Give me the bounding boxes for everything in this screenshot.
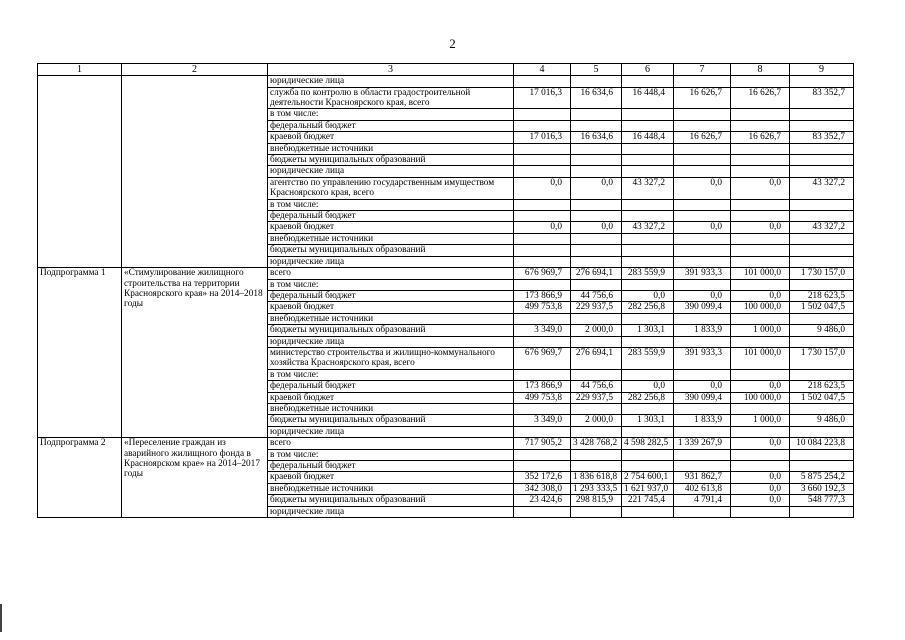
amount-cell: 1 836 618,8: [571, 472, 622, 483]
amount-cell: [731, 369, 790, 380]
amount-cell: [571, 369, 622, 380]
amount-cell: 1 833,9: [674, 325, 731, 336]
amount-cell: [731, 426, 790, 437]
amount-cell: [674, 245, 731, 256]
header-cell: 9: [790, 64, 854, 76]
amount-cell: 1 621 937,0: [622, 483, 674, 494]
funding-source-label: в том числе:: [268, 449, 514, 460]
amount-cell: [674, 199, 731, 210]
page-number: 2: [449, 36, 456, 51]
amount-cell: [571, 403, 622, 414]
funding-source-label: внебюджетные источники: [268, 403, 514, 414]
amount-cell: 0,0: [674, 290, 731, 301]
amount-cell: [790, 313, 854, 324]
amount-cell: 17 016,3: [514, 87, 571, 109]
amount-cell: [571, 211, 622, 222]
header-row: [38, 64, 854, 76]
amount-cell: [790, 369, 854, 380]
amount-cell: 16 448,4: [622, 87, 674, 109]
amount-cell: 0,0: [674, 222, 731, 233]
amount-cell: 499 753,8: [514, 302, 571, 313]
subprogram-code: [38, 76, 122, 268]
amount-cell: [571, 76, 622, 87]
amount-cell: 16 626,7: [731, 132, 790, 143]
amount-cell: 0,0: [674, 177, 731, 199]
funding-source-label: бюджеты муниципальных образований: [268, 415, 514, 426]
amount-cell: 2 000,0: [571, 415, 622, 426]
amount-cell: 1 833,9: [674, 415, 731, 426]
amount-cell: [674, 426, 731, 437]
amount-cell: 16 634,6: [571, 87, 622, 109]
amount-cell: [571, 279, 622, 290]
amount-cell: 1 502 047,5: [790, 302, 854, 313]
amount-cell: 44 756,6: [571, 381, 622, 392]
amount-cell: 391 933,3: [674, 347, 731, 369]
funding-source-label: бюджеты муниципальных образований: [268, 245, 514, 256]
amount-cell: 1 730 157,0: [790, 347, 854, 369]
header-cell: 4: [514, 64, 571, 76]
amount-cell: [731, 109, 790, 120]
amount-cell: [790, 449, 854, 460]
amount-cell: 931 862,7: [674, 472, 731, 483]
amount-cell: 0,0: [731, 177, 790, 199]
amount-cell: [571, 449, 622, 460]
amount-cell: 3 349,0: [514, 415, 571, 426]
amount-cell: [571, 256, 622, 267]
header-cell: 1: [38, 64, 122, 76]
amount-cell: 676 969,7: [514, 268, 571, 279]
amount-cell: 16 626,7: [731, 87, 790, 109]
funding-source-label: агентство по управлению государственным имуществом Красноярского края, всего: [268, 177, 514, 199]
amount-cell: [622, 109, 674, 120]
amount-cell: [514, 211, 571, 222]
amount-cell: 0,0: [731, 495, 790, 506]
subprogram-title: «Стимулирование жилищного строительства на территории Красноярского края» на 2014–2018 годы: [122, 268, 268, 438]
amount-cell: [790, 120, 854, 131]
amount-cell: [731, 449, 790, 460]
amount-cell: 9 486,0: [790, 415, 854, 426]
funding-source-label: министерство строительства и жилищно-коммунального хозяйства Красноярского края, всего: [268, 347, 514, 369]
funding-source-label: в том числе:: [268, 199, 514, 210]
funding-source-label: краевой бюджет: [268, 222, 514, 233]
amount-cell: 0,0: [514, 222, 571, 233]
amount-cell: [571, 120, 622, 131]
amount-cell: [514, 279, 571, 290]
amount-cell: 0,0: [514, 177, 571, 199]
subprogram-code: Подпрограмма 2: [38, 438, 122, 518]
header-cell: 7: [674, 64, 731, 76]
amount-cell: [790, 166, 854, 177]
funding-source-label: всего: [268, 268, 514, 279]
amount-cell: 282 256,8: [622, 302, 674, 313]
amount-cell: [514, 199, 571, 210]
amount-cell: 100 000,0: [731, 302, 790, 313]
amount-cell: 390 099,4: [674, 302, 731, 313]
amount-cell: [731, 143, 790, 154]
amount-cell: [514, 143, 571, 154]
amount-cell: [571, 506, 622, 517]
amount-cell: [731, 155, 790, 166]
amount-cell: [674, 313, 731, 324]
amount-cell: [731, 279, 790, 290]
funding-source-label: федеральный бюджет: [268, 461, 514, 472]
funding-source-label: юридические лица: [268, 336, 514, 347]
amount-cell: [731, 166, 790, 177]
amount-cell: [790, 76, 854, 87]
amount-cell: [790, 403, 854, 414]
amount-cell: 717 905,2: [514, 438, 571, 449]
amount-cell: [514, 76, 571, 87]
amount-cell: 4 598 282,5: [622, 438, 674, 449]
amount-cell: [571, 313, 622, 324]
funding-source-label: юридические лица: [268, 506, 514, 517]
amount-cell: 17 016,3: [514, 132, 571, 143]
amount-cell: [674, 155, 731, 166]
amount-cell: [514, 336, 571, 347]
amount-cell: 43 327,2: [790, 222, 854, 233]
amount-cell: 391 933,3: [674, 268, 731, 279]
subprogram-title: «Переселение граждан из аварийного жилищного фонда в Красноярском крае» на 2014–2017 годы: [122, 438, 268, 518]
amount-cell: [731, 245, 790, 256]
amount-cell: 0,0: [622, 381, 674, 392]
amount-cell: [571, 245, 622, 256]
amount-cell: 352 172,6: [514, 472, 571, 483]
amount-cell: [571, 233, 622, 244]
amount-cell: [622, 245, 674, 256]
amount-cell: 1 000,0: [731, 325, 790, 336]
amount-cell: [514, 233, 571, 244]
amount-cell: 100 000,0: [731, 392, 790, 403]
amount-cell: [674, 256, 731, 267]
amount-cell: 3 660 192,3: [790, 483, 854, 494]
amount-cell: 3 349,0: [514, 325, 571, 336]
amount-cell: [514, 449, 571, 460]
amount-cell: 173 866,9: [514, 381, 571, 392]
amount-cell: [674, 76, 731, 87]
amount-cell: 16 634,6: [571, 132, 622, 143]
amount-cell: [622, 369, 674, 380]
amount-cell: [674, 109, 731, 120]
amount-cell: 1 303,1: [622, 415, 674, 426]
amount-cell: 3 428 768,2: [571, 438, 622, 449]
amount-cell: [514, 461, 571, 472]
amount-cell: 218 623,5: [790, 290, 854, 301]
funding-source-label: федеральный бюджет: [268, 211, 514, 222]
funding-source-label: служба по контролю в области градостроительной деятельности Красноярского края, всего: [268, 87, 514, 109]
amount-cell: [790, 143, 854, 154]
amount-cell: 548 777,3: [790, 495, 854, 506]
amount-cell: 0,0: [674, 381, 731, 392]
amount-cell: 173 866,9: [514, 290, 571, 301]
amount-cell: 5 875 254,2: [790, 472, 854, 483]
amount-cell: 4 791,4: [674, 495, 731, 506]
amount-cell: [514, 155, 571, 166]
amount-cell: [790, 211, 854, 222]
amount-cell: [622, 426, 674, 437]
amount-cell: [514, 313, 571, 324]
amount-cell: [514, 369, 571, 380]
amount-cell: 1 339 267,9: [674, 438, 731, 449]
amount-cell: 1 502 047,5: [790, 392, 854, 403]
header-cell: 2: [122, 64, 268, 76]
amount-cell: [622, 233, 674, 244]
funding-source-label: федеральный бюджет: [268, 381, 514, 392]
amount-cell: [674, 143, 731, 154]
funding-source-label: краевой бюджет: [268, 132, 514, 143]
amount-cell: [622, 143, 674, 154]
amount-cell: [731, 76, 790, 87]
amount-cell: 43 327,2: [790, 177, 854, 199]
header-cell: 5: [571, 64, 622, 76]
amount-cell: [790, 336, 854, 347]
amount-cell: 276 694,1: [571, 268, 622, 279]
amount-cell: 229 937,5: [571, 302, 622, 313]
amount-cell: [674, 336, 731, 347]
amount-cell: [622, 211, 674, 222]
amount-cell: [622, 506, 674, 517]
amount-cell: [731, 313, 790, 324]
amount-cell: [674, 369, 731, 380]
amount-cell: 9 486,0: [790, 325, 854, 336]
amount-cell: [571, 143, 622, 154]
amount-cell: [571, 155, 622, 166]
funding-source-label: внебюджетные источники: [268, 233, 514, 244]
funding-source-label: краевой бюджет: [268, 302, 514, 313]
amount-cell: [514, 506, 571, 517]
amount-cell: [790, 155, 854, 166]
amount-cell: [731, 403, 790, 414]
amount-cell: 1 303,1: [622, 325, 674, 336]
amount-cell: [790, 426, 854, 437]
amount-cell: [790, 199, 854, 210]
amount-cell: [731, 211, 790, 222]
amount-cell: 16 626,7: [674, 132, 731, 143]
amount-cell: 83 352,7: [790, 87, 854, 109]
amount-cell: 83 352,7: [790, 132, 854, 143]
amount-cell: 16 448,4: [622, 132, 674, 143]
header-cell: 3: [268, 64, 514, 76]
funding-source-label: в том числе:: [268, 369, 514, 380]
funding-source-label: бюджеты муниципальных образований: [268, 495, 514, 506]
amount-cell: [790, 256, 854, 267]
table-row: [38, 76, 854, 87]
amount-cell: [622, 449, 674, 460]
amount-cell: 44 756,6: [571, 290, 622, 301]
amount-cell: 101 000,0: [731, 268, 790, 279]
amount-cell: [622, 336, 674, 347]
amount-cell: [674, 166, 731, 177]
amount-cell: [731, 336, 790, 347]
amount-cell: [622, 313, 674, 324]
amount-cell: 342 308,0: [514, 483, 571, 494]
amount-cell: [674, 233, 731, 244]
amount-cell: 276 694,1: [571, 347, 622, 369]
amount-cell: [514, 256, 571, 267]
amount-cell: [674, 403, 731, 414]
amount-cell: 390 099,4: [674, 392, 731, 403]
amount-cell: 218 623,5: [790, 381, 854, 392]
amount-cell: 43 327,2: [622, 177, 674, 199]
funding-source-label: юридические лица: [268, 256, 514, 267]
amount-cell: [731, 506, 790, 517]
funding-source-label: краевой бюджет: [268, 472, 514, 483]
amount-cell: 221 745,4: [622, 495, 674, 506]
amount-cell: [514, 166, 571, 177]
funding-source-label: в том числе:: [268, 109, 514, 120]
amount-cell: [790, 279, 854, 290]
funding-source-label: краевой бюджет: [268, 392, 514, 403]
table-row: [38, 268, 854, 279]
amount-cell: 283 559,9: [622, 268, 674, 279]
header-cell: 8: [731, 64, 790, 76]
amount-cell: [571, 166, 622, 177]
funding-source-label: бюджеты муниципальных образований: [268, 325, 514, 336]
amount-cell: 282 256,8: [622, 392, 674, 403]
amount-cell: [514, 426, 571, 437]
amount-cell: [731, 256, 790, 267]
funding-source-label: федеральный бюджет: [268, 120, 514, 131]
budget-table: [37, 63, 854, 518]
amount-cell: [731, 461, 790, 472]
amount-cell: [622, 279, 674, 290]
amount-cell: [790, 109, 854, 120]
amount-cell: 0,0: [571, 222, 622, 233]
amount-cell: 0,0: [622, 290, 674, 301]
amount-cell: [731, 199, 790, 210]
funding-source-label: внебюджетные источники: [268, 313, 514, 324]
amount-cell: [571, 461, 622, 472]
amount-cell: 1 000,0: [731, 415, 790, 426]
amount-cell: [674, 461, 731, 472]
header-cell: 6: [622, 64, 674, 76]
amount-cell: [514, 245, 571, 256]
amount-cell: 1 730 157,0: [790, 268, 854, 279]
amount-cell: [790, 506, 854, 517]
amount-cell: 402 613,8: [674, 483, 731, 494]
amount-cell: 0,0: [731, 472, 790, 483]
funding-source-label: юридические лица: [268, 76, 514, 87]
amount-cell: 499 753,8: [514, 392, 571, 403]
amount-cell: [674, 279, 731, 290]
amount-cell: 16 626,7: [674, 87, 731, 109]
funding-source-label: федеральный бюджет: [268, 290, 514, 301]
amount-cell: [514, 120, 571, 131]
amount-cell: 23 424,6: [514, 495, 571, 506]
amount-cell: [571, 199, 622, 210]
amount-cell: [622, 120, 674, 131]
amount-cell: [571, 109, 622, 120]
amount-cell: 101 000,0: [731, 347, 790, 369]
funding-source-label: внебюджетные источники: [268, 483, 514, 494]
amount-cell: 10 084 223,8: [790, 438, 854, 449]
funding-source-label: юридические лица: [268, 166, 514, 177]
amount-cell: [674, 120, 731, 131]
scan-edge-mark: [0, 604, 2, 632]
amount-cell: 0,0: [731, 222, 790, 233]
amount-cell: [622, 76, 674, 87]
amount-cell: [674, 506, 731, 517]
funding-source-label: бюджеты муниципальных образований: [268, 155, 514, 166]
amount-cell: [571, 336, 622, 347]
subprogram-title: [122, 76, 268, 268]
amount-cell: 283 559,9: [622, 347, 674, 369]
subprogram-code: Подпрограмма 1: [38, 268, 122, 438]
amount-cell: 0,0: [731, 483, 790, 494]
amount-cell: [622, 403, 674, 414]
amount-cell: 0,0: [571, 177, 622, 199]
amount-cell: 2 000,0: [571, 325, 622, 336]
amount-cell: [731, 233, 790, 244]
amount-cell: [622, 199, 674, 210]
amount-cell: 1 293 333,5: [571, 483, 622, 494]
amount-cell: [731, 120, 790, 131]
amount-cell: 229 937,5: [571, 392, 622, 403]
funding-source-label: внебюджетные источники: [268, 143, 514, 154]
amount-cell: 2 754 600,1: [622, 472, 674, 483]
amount-cell: [514, 109, 571, 120]
funding-source-label: в том числе:: [268, 279, 514, 290]
amount-cell: [622, 166, 674, 177]
amount-cell: [790, 461, 854, 472]
funding-source-label: юридические лица: [268, 426, 514, 437]
amount-cell: 0,0: [731, 438, 790, 449]
amount-cell: 43 327,2: [622, 222, 674, 233]
amount-cell: 676 969,7: [514, 347, 571, 369]
amount-cell: [674, 211, 731, 222]
amount-cell: 0,0: [731, 290, 790, 301]
amount-cell: [622, 256, 674, 267]
amount-cell: [622, 461, 674, 472]
amount-cell: 0,0: [731, 381, 790, 392]
amount-cell: [790, 233, 854, 244]
amount-cell: 298 815,9: [571, 495, 622, 506]
amount-cell: [571, 426, 622, 437]
amount-cell: [674, 449, 731, 460]
funding-source-label: всего: [268, 438, 514, 449]
amount-cell: [622, 155, 674, 166]
amount-cell: [790, 245, 854, 256]
table-row: [38, 438, 854, 449]
amount-cell: [514, 403, 571, 414]
